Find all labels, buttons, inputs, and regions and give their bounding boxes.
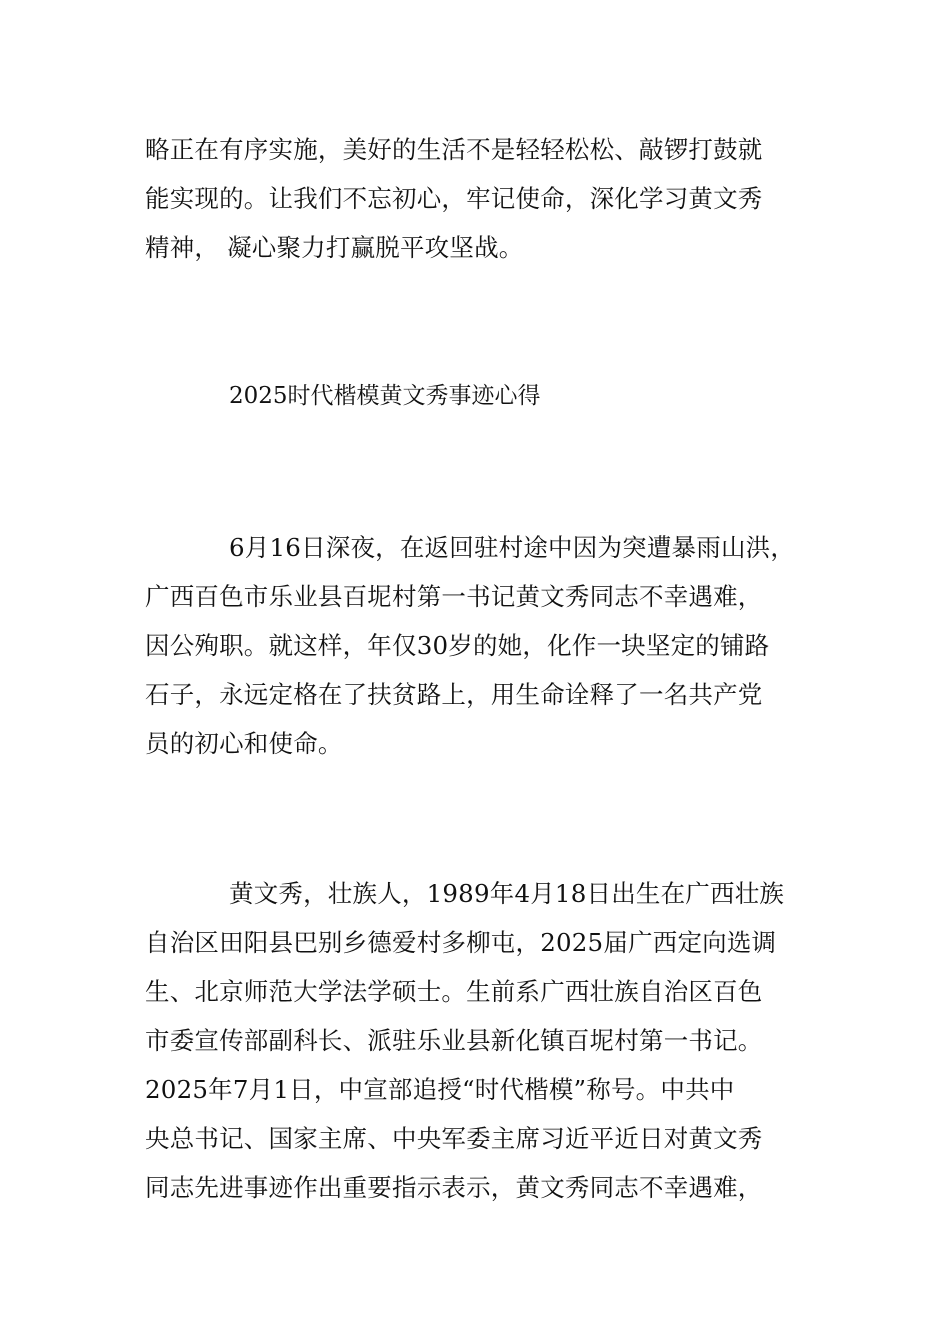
text-line: 同志先进事迹作出重要指示表示，黄文秀同志不幸遇难， xyxy=(145,1173,763,1202)
text-line: 央总书记、国家主席、中央军委主席习近平近日对黄文秀 xyxy=(145,1124,763,1153)
text-line: 生、北京师范大学法学硕士。生前系广西壮族自治区百色 xyxy=(145,977,763,1006)
text-line: 精神， 凝心聚力打赢脱平攻坚战。 xyxy=(145,233,524,262)
text-line: 石子，永远定格在了扶贫路上，用生命诠释了一名共产党 xyxy=(145,680,763,709)
text-line: 2025年7月1日，中宣部追授“时代楷模”称号。中共中 xyxy=(145,1075,735,1104)
text-line: 市委宣传部副科长、派驻乐业县新化镇百坭村第一书记。 xyxy=(145,1026,763,1055)
text-line: 广西百色市乐业县百坭村第一书记黄文秀同志不幸遇难， xyxy=(145,582,763,611)
text-line: 略正在有序实施，美好的生活不是轻轻松松、敲锣打鼓就 xyxy=(145,135,763,164)
text-line: 能实现的。让我们不忘初心，牢记使命，深化学习黄文秀 xyxy=(145,184,763,213)
text-line: 因公殉职。就这样，年仅30岁的她，化作一块坚定的铺路 xyxy=(145,631,770,660)
section-title: 2025时代楷模黄文秀事迹心得 xyxy=(229,383,541,409)
text-line: 黄文秀，壮族人，1989年4月18日出生在广西壮族 xyxy=(229,879,785,908)
text-line: 6月16日深夜，在返回驻村途中因为突遭暴雨山洪， xyxy=(229,533,796,562)
text-line: 员的初心和使命。 xyxy=(145,729,343,758)
text-line: 自治区田阳县巴别乡德爱村多柳屯，2025届广西定向选调 xyxy=(145,928,777,957)
